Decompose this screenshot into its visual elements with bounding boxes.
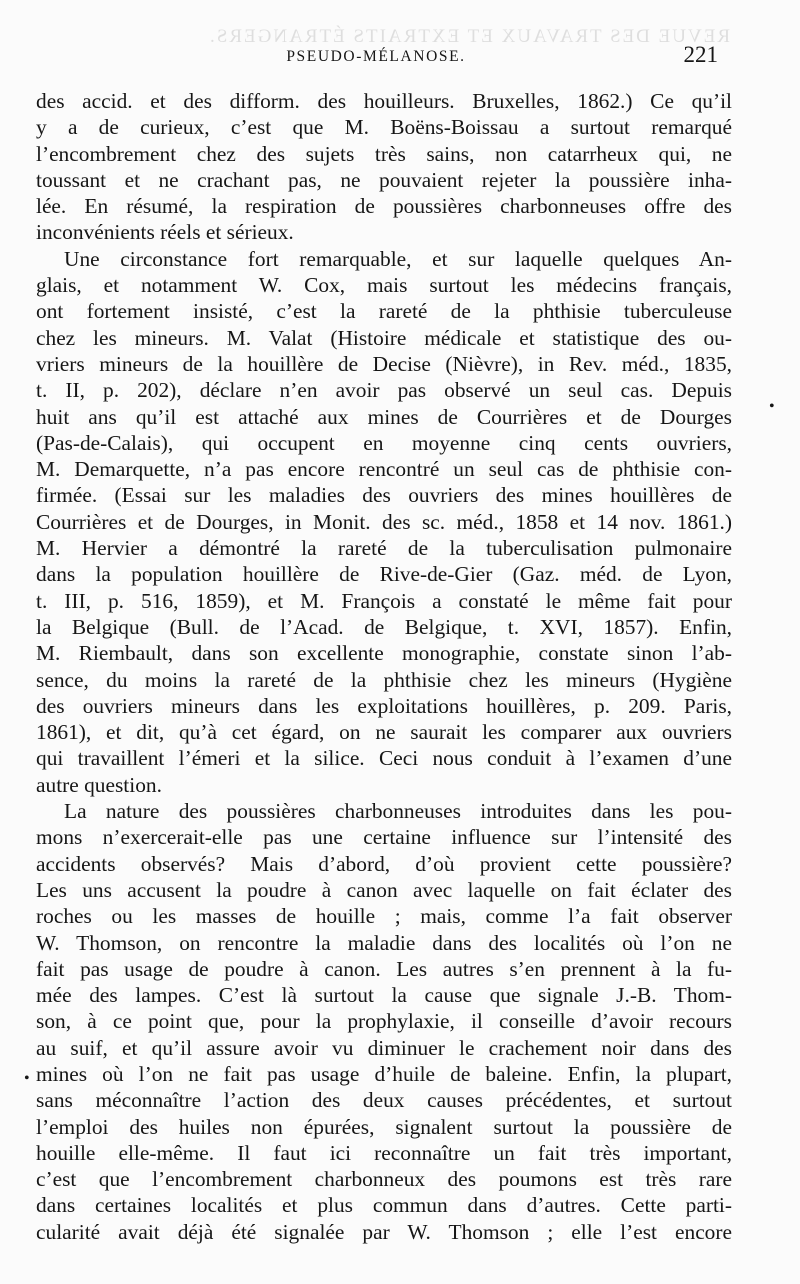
text-line: W. Thomson, on rencontre la maladie dans des localités où l’on ne [36, 930, 732, 955]
text-line: (Pas-de-Calais), qui occupent en moyenne cinq cents ouvriers, [36, 430, 732, 455]
text-line: Les uns accusent la poudre à canon avec laquelle on fait éclater des [36, 877, 732, 902]
text-line: dans la population houillère de Rive-de-Gier (Gaz. méd. de Lyon, [36, 562, 732, 587]
text-line: toussant et ne crachant pas, ne pouvaient rejeter la poussière inha- [36, 167, 732, 192]
text-line: vriers mineurs de la houillère de Decise (Nièvre), in Rev. méd., 1835, [36, 351, 732, 376]
text-line: glais, et notamment W. Cox, mais surtout les médecins français, [36, 273, 732, 298]
text-line: l’emploi des huiles non épurées, signalent surtout la poussière de [36, 1114, 732, 1139]
text-line: 1861), et dit, qu’à cet égard, on ne saurait les comparer aux ouvriers [36, 720, 732, 745]
text-line: l’encombrement chez des sujets très sains, non catarrheux qui, ne [36, 141, 732, 166]
text-line: mons n’exercerait-elle pas une certaine influence sur l’intensité des [36, 825, 732, 850]
text-line: houille elle-même. Il faut ici reconnaître un fait très important, [36, 1140, 732, 1165]
page-number: 221 [683, 42, 718, 67]
text-line: fait pas usage de poudre à canon. Les autres s’en prennent à la fu- [36, 956, 732, 981]
page-header [34, 42, 718, 72]
text-line: mines où l’on ne fait pas usage d’huile de baleine. Enfin, la plupart, [36, 1061, 732, 1086]
text-line: cularité avait déjà été signalée par W. Thomson ; elle l’est encore [36, 1219, 732, 1244]
text-line: des accid. et des difform. des houilleurs. Bruxelles, 1862.) Ce qu’il [36, 89, 732, 113]
text-line: huit ans qu’il est attaché aux mines de Courrières et de Dourges [36, 404, 732, 429]
text-line: accidents observés? Mais d’abord, d’où provient cette poussière? [36, 851, 732, 876]
show-through-text: REVUE DES TRAVAUX ET EXTRAITS ÉTRANGERS. [208, 26, 730, 47]
text-line: dans certaines localités et plus commun dans d’autres. Cette parti- [36, 1193, 732, 1218]
text-line: au suif, et qu’il assure avoir vu diminuer le crachement noir dans des [36, 1035, 732, 1060]
text-line: firmée. (Essai sur les maladies des ouvriers des mines houillères de [36, 483, 732, 508]
body-text [36, 88, 732, 1245]
text-line: Courrières et de Dourges, in Monit. des sc. méd., 1858 et 14 nov. 1861.) [36, 509, 732, 534]
text-line: autre question. [36, 772, 162, 797]
running-head: PSEUDO-MÉLANOSE. [286, 48, 466, 65]
text-line: des ouvriers mineurs dans les exploitations houillères, p. 209. Paris, [36, 693, 732, 718]
text-line: qui travaillent l’émeri et la silice. Ceci nous conduit à l’examen d’une [36, 746, 732, 771]
text-line: M. Riembault, dans son excellente monographie, constate sinon l’ab- [36, 641, 732, 666]
text-line: t. II, p. 202), déclare n’en avoir pas observé un seul cas. Depuis [36, 378, 732, 403]
text-line: mée des lampes. C’est là surtout la cause que signale J.-B. Thom- [36, 983, 732, 1008]
text-line: c’est que l’encombrement charbonneux des poumons est très rare [36, 1167, 732, 1192]
text-line: La nature des poussières charbonneuses introduites dans les pou- [64, 799, 732, 824]
margin-dot: • [769, 398, 775, 415]
text-line: M. Hervier a démontré la rareté de la tuberculisation pulmonaire [36, 536, 732, 561]
text-line: ont fortement insisté, c’est la rareté de la phthisie tuberculeuse [36, 299, 732, 324]
text-line: son, à ce point que, pour la prophylaxie, il conseille d’avoir recours [36, 1009, 732, 1034]
text-line: M. Demarquette, n’a pas encore rencontré un seul cas de phthisie con- [36, 457, 732, 482]
text-line: inconvénients réels et sérieux. [36, 220, 294, 245]
text-line: roches ou les masses de houille ; mais, comme l’a fait observer [36, 904, 732, 929]
text-line: chez les mineurs. M. Valat (Histoire médicale et statistique des ou- [36, 325, 732, 350]
margin-dot: • [24, 1070, 30, 1087]
text-line: lée. En résumé, la respiration de poussières charbonneuses offre des [36, 194, 732, 219]
text-line: y a de curieux, c’est que M. Boëns-Boissau a surtout remarqué [36, 115, 732, 140]
text-line: Une circonstance fort remarquable, et sur laquelle quelques An- [64, 246, 732, 271]
text-line: sence, du moins la rareté de la phthisie chez les mineurs (Hygiène [36, 667, 732, 692]
text-line: sans méconnaître l’action des deux causes précédentes, et surtout [36, 1088, 732, 1113]
text-line: la Belgique (Bull. de l’Acad. de Belgique, t. XVI, 1857). Enfin, [36, 614, 732, 639]
text-line: t. III, p. 516, 1859), et M. François a constaté le même fait pour [36, 588, 732, 613]
